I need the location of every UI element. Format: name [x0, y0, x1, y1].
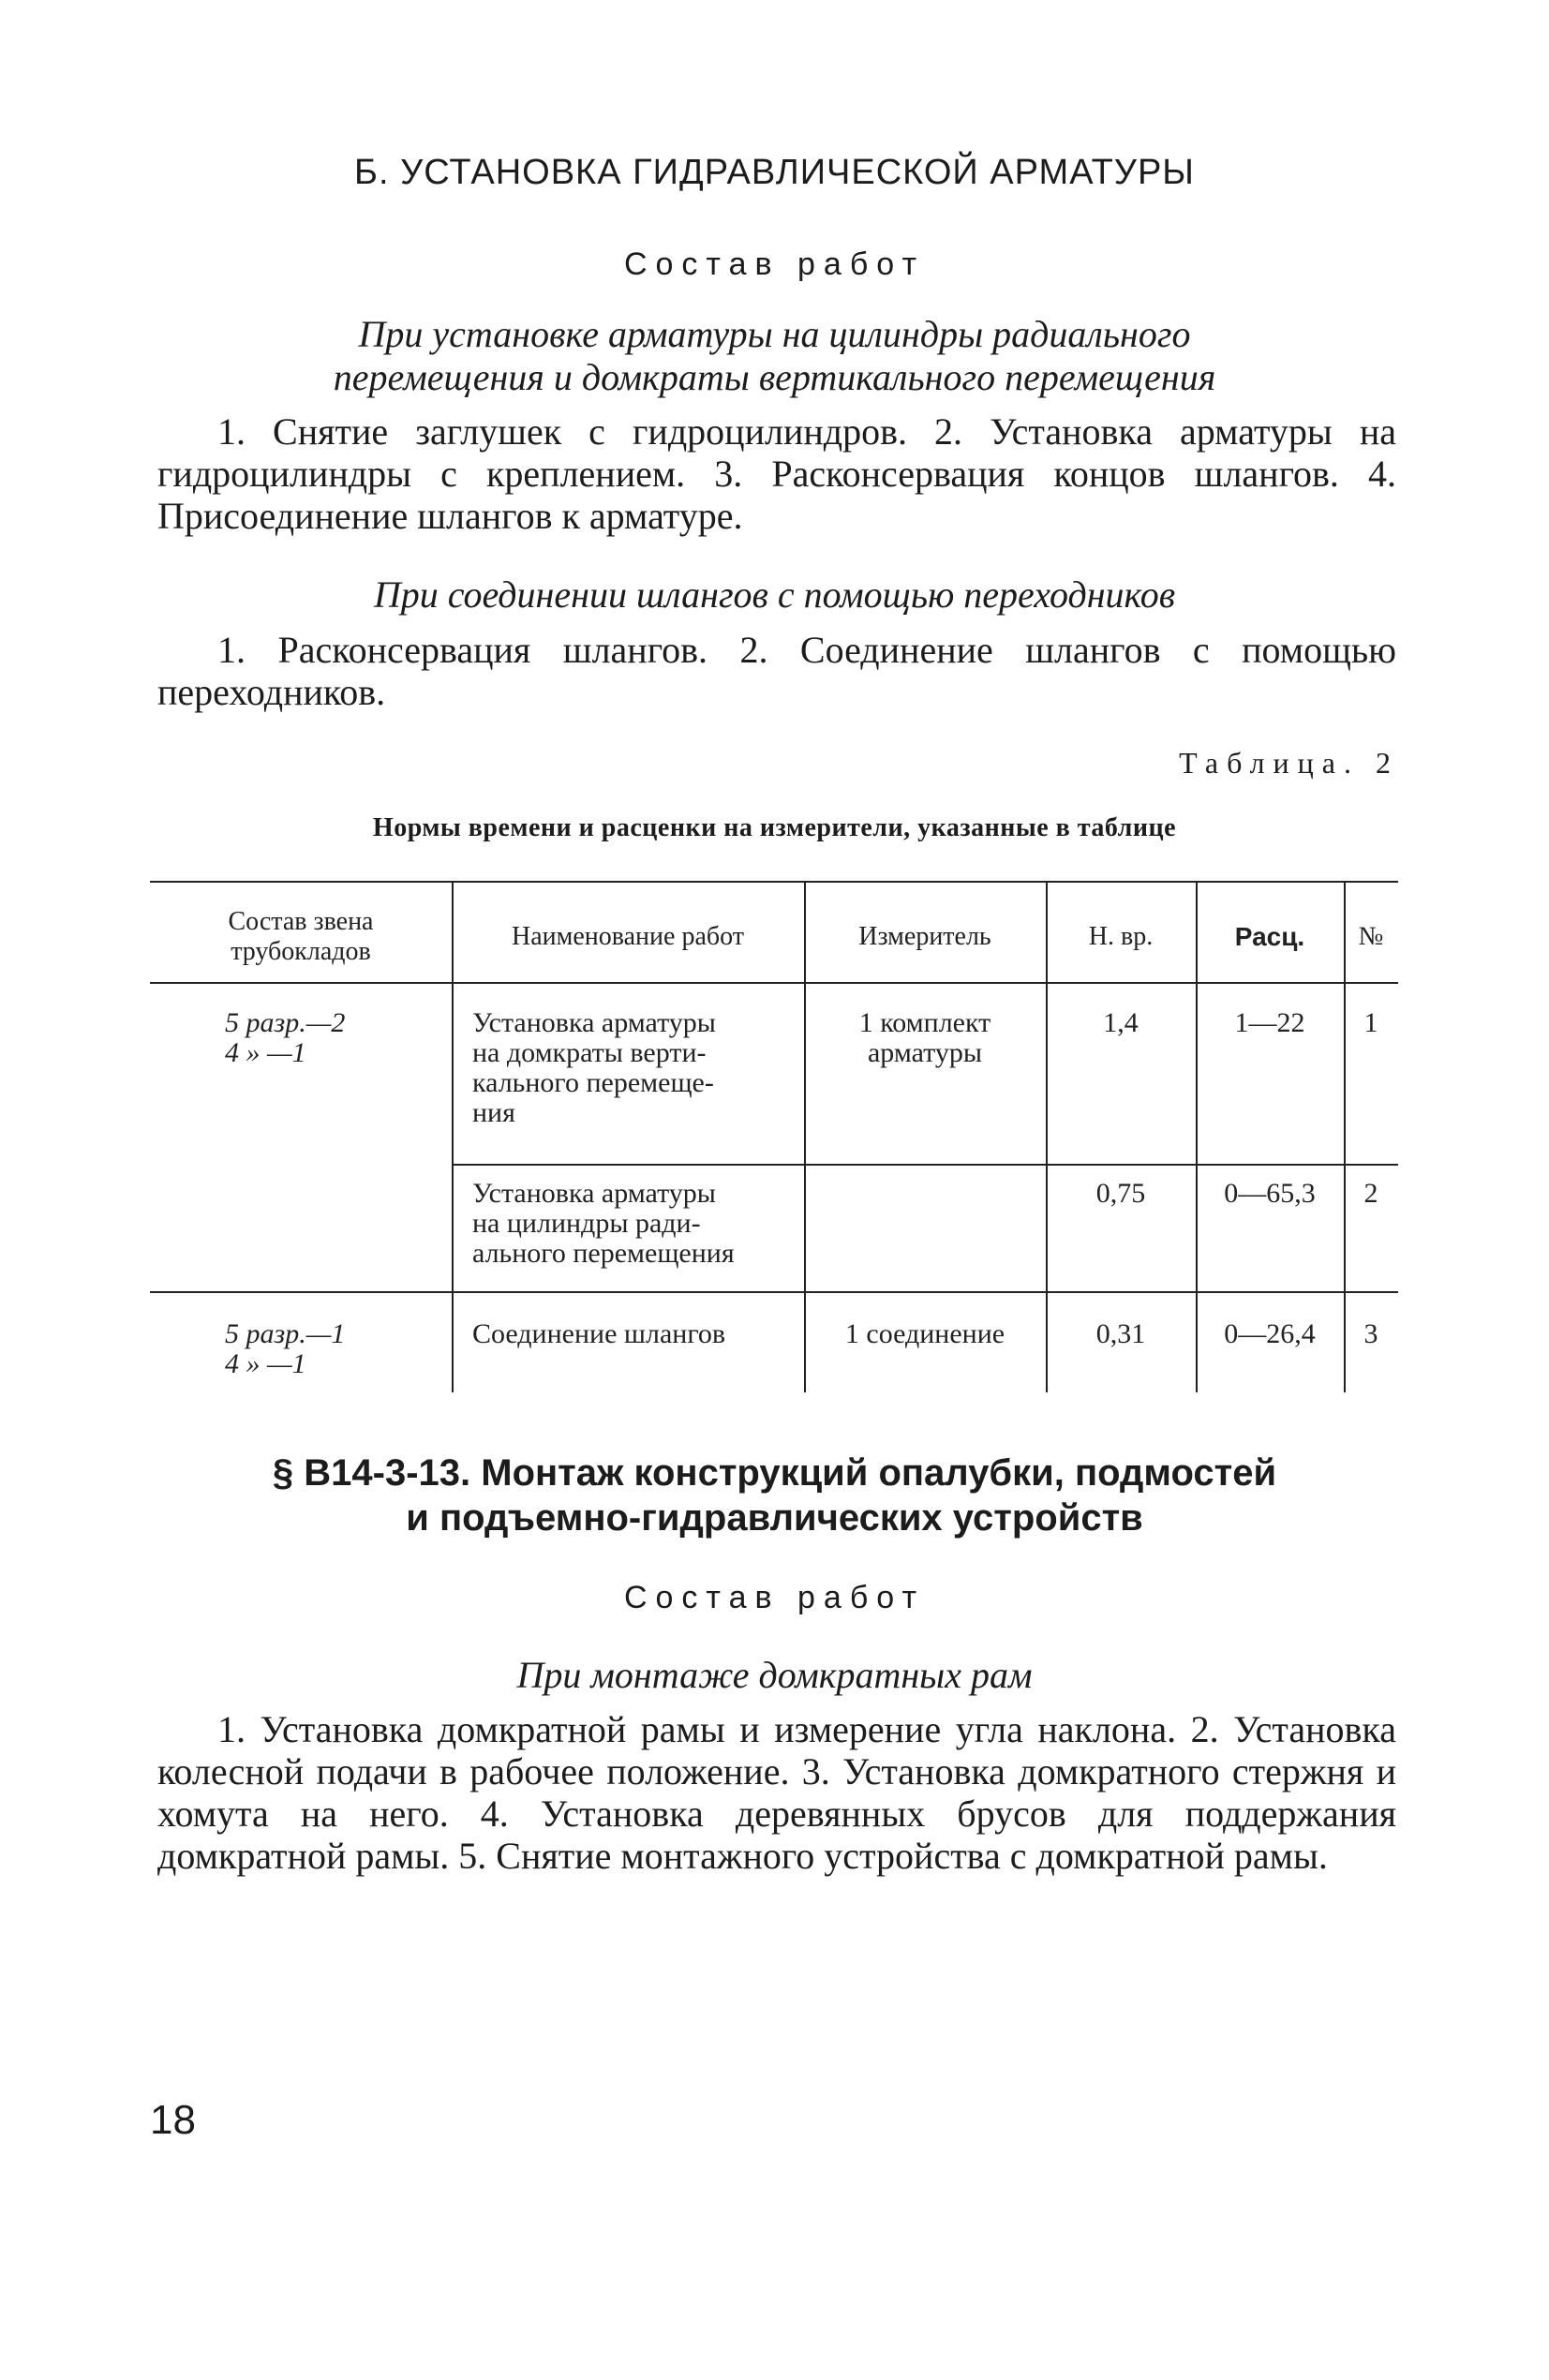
paragraph-jack-frame-steps: 1. Установка домкратной рамы и измерение угла наклона. 2. Установка колесной подачи в рабочее положение. 3. Установка домкратного стержня и хомута на него. 4. Установка деревянных брусов для поддержания домкратной рамы. 5. Снятие монтажного устройства с домкратной рамы. — [157, 1708, 1396, 1877]
norms-table — [150, 881, 1398, 1392]
paragraph-hose-steps: 1. Расконсервация шлангов. 2. Соединение шлангов с помощью переходников. — [157, 629, 1396, 713]
subheading-install-fittings-line1: При установке арматуры на цилиндры радиального — [358, 313, 1191, 355]
row-1-rate: 1—22 — [1234, 1007, 1305, 1038]
header-time-norm: Н. вр. — [1088, 922, 1154, 951]
row-1-work-name: Установка арматуры на домкраты верти- кального перемеще- ния — [472, 1007, 716, 1128]
row-3-work-name: Соединение шлангов — [472, 1318, 726, 1349]
page-number: 18 — [150, 2097, 196, 2143]
row-2-work-name: Установка арматуры на цилиндры ради- ального перемещения — [472, 1178, 735, 1269]
paragraph-fittings-steps: 1. Снятие заглушек с гидроцилиндров. 2. Установка арматуры на гидроцилиндры с креплением. 3. Расконсервация концов шлангов. 4. Присоединение шлангов к арматуре. — [157, 410, 1396, 537]
subheading-jack-frames: При монтаже домкратных рам — [516, 1654, 1033, 1696]
row-1-unit: 1 комплект арматуры — [858, 1007, 991, 1068]
row-3-number: 3 — [1363, 1318, 1378, 1349]
row-3-rate: 0—26,4 — [1224, 1318, 1316, 1349]
row-3-unit: 1 соединение — [844, 1318, 1005, 1349]
work-heading-2: Состав работ — [623, 1580, 926, 1615]
header-work-name: Наименование работ — [512, 922, 744, 951]
section-heading-b14-3-13: § В14-3-13. Монтаж конструкций опалубки, подмостей и подъемно-гидравлических устройств — [272, 1452, 1277, 1539]
row-2-number: 2 — [1363, 1178, 1378, 1209]
row-1-time-norm: 1,4 — [1103, 1007, 1139, 1038]
subheading-hose-adapters: При соединении шлангов с помощью переходников — [373, 573, 1176, 616]
table-caption: Нормы времени и расценки на измерители, указанные в таблице — [372, 813, 1177, 842]
row-2-time-norm: 0,75 — [1095, 1178, 1146, 1209]
header-unit: Измеритель — [858, 922, 991, 951]
section-title: Б. УСТАНОВКА ГИДРАВЛИЧЕСКОЙ АРМАТУРЫ — [354, 153, 1195, 192]
work-heading-1: Состав работ — [623, 246, 926, 282]
row-3-time-norm: 0,31 — [1095, 1318, 1146, 1349]
crew-group-2: 5 разр.—1 4 » —1 — [225, 1318, 346, 1379]
row-2-rate: 0—65,3 — [1224, 1178, 1316, 1209]
header-crew: Состав звена трубокладов — [228, 907, 374, 966]
header-number: № — [1358, 922, 1384, 951]
table-number: Таблица. 2 — [1179, 746, 1399, 780]
subheading-install-fittings-line2: перемещения и домкраты вертикального перемещения — [333, 356, 1216, 398]
crew-group-1: 5 разр.—2 4 » —1 — [225, 1007, 346, 1068]
header-rate: Расц. — [1234, 922, 1305, 951]
row-1-number: 1 — [1363, 1007, 1378, 1038]
